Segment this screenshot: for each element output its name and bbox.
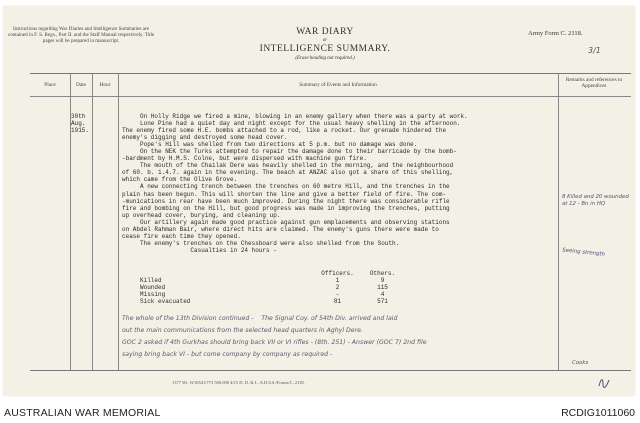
margin-note-strength: Seeing strength — [561, 247, 606, 258]
column-header-date: Date — [76, 82, 86, 88]
institution-caption: AUSTRALIAN WAR MEMORIAL — [4, 407, 161, 419]
casualties-officers: 81 — [333, 298, 342, 305]
entry-month: Aug. — [71, 120, 86, 127]
column-header-remarks: Remarks and references to Appendices — [565, 77, 623, 89]
casualties-row — [140, 291, 405, 298]
casualties-label: Missing — [140, 291, 166, 298]
casualties-others: 571 — [377, 298, 388, 305]
entry-date — [71, 113, 89, 134]
entry-summary-text: On Holly Ridge we fired a mine, blowing in an enemy gallery when there was a party at work. Lone Pine had a quiet day and night except for the usual heavy shelling in the afternoon. The enemy fired some H.E. bombs attached to a rod, like a rocket. Our grenade hindered the enemy's digging and destroyed some head cover. Pope's Hill was shelled from two directions at 5 p.m. but no damage was done. On the NEK the Turks attempted to repair the damage done to their barricade by the bomb- -bardment by H.M.S. Colne, but were dispersed with machine gun fire. The mouth of the Chailak Dere was heavily shelled in the morning, and the neighbourhood of 60. b. 1.4.7. again in the evening. The beach at ANZAC also got a share of this shelling, which came from the Olive Grove. A new connecting trench between the trenches on 60 metre Hill, and the trenches in the plain has been begun. This will shorten the line and give a better field of fire. The com- -munications in rear have been much improved. During the night there was considerable rifle fire and bombing on the Hill, but good progress was made in improving the trenches, putting up overhead cover, burying, and cleaning up. Our artillery again made good practice against gun emplacements and observing stations on Abdel Rahman Bair, where direct hits are claimed. The enemy's guns there were made to cease fire each time they opened. The enemy's trenches on the Chessboard were also shelled from the South. Casualties in 24 hours - — [122, 113, 468, 254]
casualties-label: Sick evacuated — [140, 298, 191, 305]
casualties-header-cell: Officers. — [321, 270, 354, 277]
column-header-hour: Hour — [99, 82, 111, 88]
casualties-header-row — [140, 270, 405, 277]
casualties-officers: - — [335, 291, 340, 298]
casualties-others: 115 — [377, 284, 388, 291]
column-header-place: Place — [44, 82, 56, 88]
header-rule — [30, 96, 631, 97]
form-subtitle: INTELLIGENCE SUMMARY. — [259, 44, 391, 54]
initials-signature-icon — [597, 376, 611, 390]
form-title-or: or — [322, 38, 328, 43]
casualties-header-cell: Others. — [369, 270, 396, 277]
casualties-table — [140, 270, 405, 305]
column-divider — [92, 74, 93, 370]
column-header-summary: Summary of Events and Information — [299, 82, 377, 88]
margin-note-casualties: 8 Killed and 20 wounded at 12 - Bn in HQ — [562, 194, 629, 207]
casualties-officers: 2 — [335, 284, 340, 291]
casualties-officers: 1 — [335, 277, 340, 284]
column-divider — [118, 74, 119, 370]
casualties-row — [140, 277, 405, 284]
handwritten-note: The whole of the 13th Division continued - The Signal Coy. of 54th Div. arrived and laid out the main communications from the selected head quarters in Aghyl Dere. GOC 2 asked if 4th Gurkhas should bring back VII or VI rifles - (8th. 251) - Answer (GOC 7) 2nd file saying bring back VI - but come company by company as required - — [122, 315, 427, 358]
army-form-number: Army Form C. 2118. — [528, 30, 583, 37]
casualties-row — [140, 284, 405, 291]
reference-code: RCDIG1011060 — [561, 407, 635, 419]
entry-year: 1915. — [71, 127, 90, 134]
casualties-others: 9 — [380, 277, 385, 284]
form-instructions: Instructions regarding War Diaries and Intelligence Summaries are contained in F. S. Regs., Part II. and the Staff Manual respectively. Title pages will be prepared in manuscript. — [7, 26, 155, 44]
casualties-header-cell — [140, 270, 315, 277]
form-title-block — [250, 27, 400, 61]
form-print-line: 1377 Wt. W10541/773 500,000 4/15 D. D. & L. A.D.S.S./Forms/C. 2118. — [172, 380, 305, 385]
entry-day: 30th — [71, 113, 86, 120]
form-title: WAR DIARY — [296, 27, 354, 37]
casualties-row — [140, 298, 405, 305]
margin-note-bottom: Cooks — [572, 360, 589, 366]
casualties-label: Wounded — [140, 284, 166, 291]
column-divider — [558, 74, 559, 370]
page-number-handnote: 3/1 — [588, 46, 601, 55]
casualties-label: Killed — [140, 277, 162, 284]
casualties-others: 4 — [380, 291, 385, 298]
form-erase-note: (Erase heading not required.) — [295, 56, 355, 61]
